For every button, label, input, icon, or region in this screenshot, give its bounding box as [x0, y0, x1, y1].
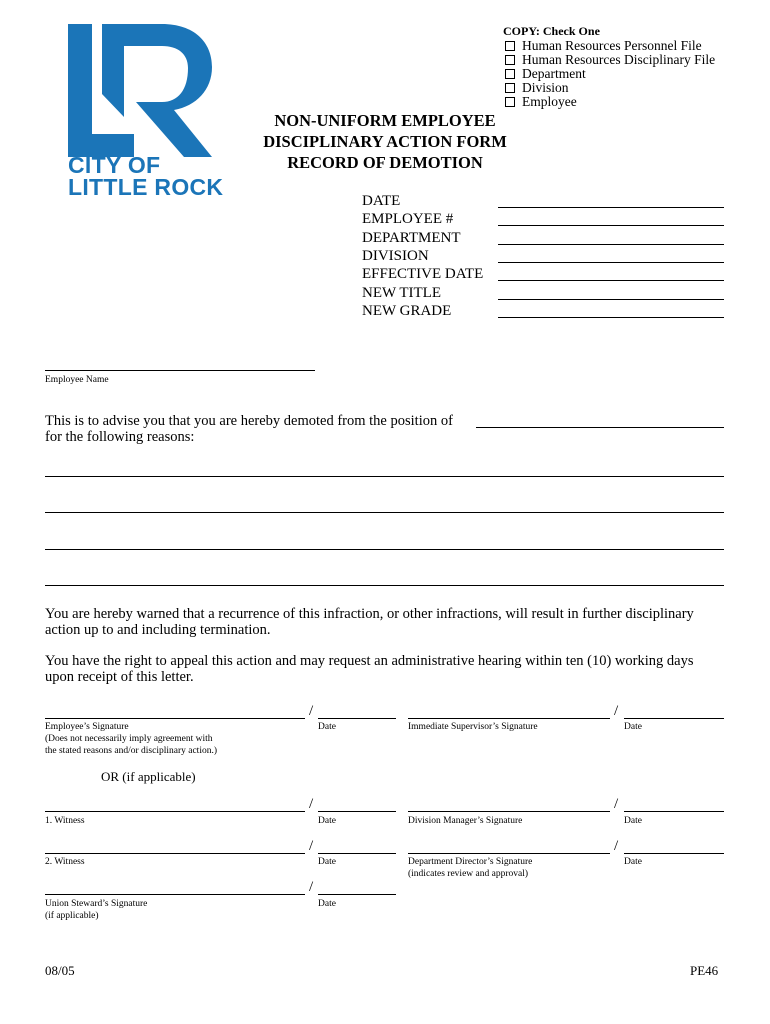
division-manager-signature-label: Division Manager’s Signature: [408, 816, 523, 826]
reason-line-3[interactable]: [45, 549, 724, 550]
checkbox-icon[interactable]: [505, 83, 515, 93]
date-label: Date: [624, 857, 642, 867]
supervisor-signature-input[interactable]: [408, 718, 610, 719]
form-title-line-1: NON-UNIFORM EMPLOYEE: [274, 111, 496, 130]
field-label-new-title: NEW TITLE: [362, 285, 442, 301]
logo-text-city-of: CITY OF: [68, 152, 161, 178]
slash-separator: /: [309, 879, 314, 895]
date-label: Date: [318, 899, 336, 909]
witness-2-signature-input[interactable]: [45, 853, 305, 854]
reason-line-4[interactable]: [45, 585, 724, 586]
employee-signature-input[interactable]: [45, 718, 305, 719]
slash-separator: /: [614, 796, 619, 812]
employee-signature-label: Employee’s Signature: [45, 722, 129, 732]
logo-text-little-rock: LITTLE ROCK: [68, 174, 224, 200]
field-input-new-grade[interactable]: [498, 317, 724, 318]
witness-1-date-input[interactable]: [318, 811, 396, 812]
checkbox-icon[interactable]: [505, 41, 515, 51]
city-logo: [66, 22, 224, 200]
appeal-text-line-1: You have the right to appeal this action and may request an administrative hearing within ten (10) working days: [45, 653, 694, 669]
copy-option-hr-disciplinary[interactable]: [505, 53, 715, 67]
copy-option-label: Human Resources Personnel File: [522, 38, 702, 53]
copy-option-division[interactable]: [505, 81, 569, 95]
footer-revision-date: 08/05: [45, 963, 75, 978]
field-label-division: DIVISION: [362, 248, 429, 264]
field-label-department: DEPARTMENT: [362, 230, 461, 246]
witness-1-label: 1. Witness: [45, 816, 85, 826]
date-label: Date: [624, 722, 642, 732]
reason-line-1[interactable]: [45, 476, 724, 477]
division-manager-date-input[interactable]: [624, 811, 724, 812]
witness-2-date-input[interactable]: [318, 853, 396, 854]
field-label-employee-number: EMPLOYEE #: [362, 211, 454, 227]
copy-option-label: Employee: [522, 94, 577, 109]
employee-signature-date-input[interactable]: [318, 718, 396, 719]
department-director-signature-input[interactable]: [408, 853, 610, 854]
copy-option-label: Department: [522, 66, 586, 81]
slash-separator: /: [309, 796, 314, 812]
department-director-signature-label: Department Director’s Signature: [408, 857, 533, 867]
employee-name-input[interactable]: [45, 370, 315, 371]
advise-text-line-2: for the following reasons:: [45, 429, 195, 445]
union-steward-signature-label: Union Steward’s Signature: [45, 899, 148, 909]
field-input-date[interactable]: [498, 207, 724, 208]
checkbox-icon[interactable]: [505, 97, 515, 107]
advise-text-line-1: This is to advise you that you are hereby demoted from the position of: [45, 413, 453, 429]
slash-separator: /: [309, 838, 314, 854]
employee-name-label: Employee Name: [45, 375, 109, 385]
checkbox-icon[interactable]: [505, 69, 515, 79]
union-steward-note: (if applicable): [45, 911, 99, 921]
reason-line-2[interactable]: [45, 512, 724, 513]
date-label: Date: [624, 816, 642, 826]
field-input-department[interactable]: [498, 244, 724, 245]
department-director-date-input[interactable]: [624, 853, 724, 854]
field-label-new-grade: NEW GRADE: [362, 303, 452, 319]
employee-signature-note-1: (Does not necessarily imply agreement with: [45, 734, 213, 744]
field-input-employee-number[interactable]: [498, 225, 724, 226]
field-input-new-title[interactable]: [498, 299, 724, 300]
slash-separator: /: [614, 703, 619, 719]
copy-option-label: Human Resources Disciplinary File: [522, 52, 716, 67]
date-label: Date: [318, 816, 336, 826]
copy-option-hr-personnel[interactable]: [505, 39, 702, 53]
supervisor-signature-label: Immediate Supervisor’s Signature: [408, 722, 538, 732]
employee-signature-note-2: the stated reasons and/or disciplinary action.): [45, 746, 218, 756]
field-input-effective-date[interactable]: [498, 280, 724, 281]
copy-option-label: Division: [522, 80, 569, 95]
field-label-date: DATE: [362, 193, 401, 209]
date-label: Date: [318, 857, 336, 867]
footer-form-number: PE46: [690, 963, 719, 978]
supervisor-signature-date-input[interactable]: [624, 718, 724, 719]
field-label-effective-date: EFFECTIVE DATE: [362, 266, 484, 282]
form-title-line-3: RECORD OF DEMOTION: [287, 153, 483, 172]
department-director-note: (indicates review and approval): [408, 869, 529, 879]
copy-option-department[interactable]: [505, 67, 586, 81]
checkbox-icon[interactable]: [505, 55, 515, 65]
union-steward-signature-input[interactable]: [45, 894, 305, 895]
copy-option-employee[interactable]: [505, 95, 577, 109]
warning-text-line-2: action up to and including termination.: [45, 622, 271, 638]
date-label: Date: [318, 722, 336, 732]
slash-separator: /: [309, 703, 314, 719]
slash-separator: /: [614, 838, 619, 854]
witness-1-signature-input[interactable]: [45, 811, 305, 812]
union-steward-date-input[interactable]: [318, 894, 396, 895]
or-if-applicable-label: OR (if applicable): [101, 769, 196, 784]
previous-position-input[interactable]: [476, 427, 724, 428]
copy-check-title: COPY: Check One: [503, 24, 600, 38]
appeal-text-line-2: upon receipt of this letter.: [45, 669, 194, 685]
form-title-line-2: DISCIPLINARY ACTION FORM: [263, 132, 507, 151]
warning-text-line-1: You are hereby warned that a recurrence of this infraction, or other infractions, will result in further disciplinary: [45, 606, 694, 622]
field-input-division[interactable]: [498, 262, 724, 263]
lr-logo-icon: [66, 22, 216, 157]
witness-2-label: 2. Witness: [45, 857, 85, 867]
division-manager-signature-input[interactable]: [408, 811, 610, 812]
